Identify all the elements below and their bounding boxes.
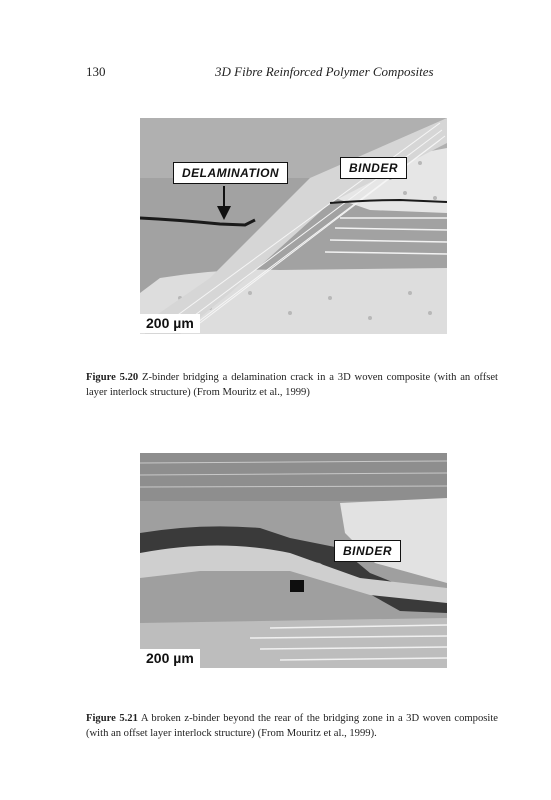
figure-number: Figure 5.21 [86,713,138,724]
micrograph-image [140,118,447,334]
micrograph-figure-5-20 [140,118,447,334]
page-number: 130 [86,64,106,79]
figure-caption [86,370,498,400]
micrograph-figure-5-21 [140,453,447,668]
delamination-label: DELAMINATION [173,162,288,184]
figure-number: Figure 5.20 [86,372,139,383]
binder-label: BINDER [340,157,407,179]
scale-bar-label: 200 µm [140,314,200,333]
caption-text: A broken z-binder beyond the rear of the bridging zone in a 3D woven composite (with an offset layer interlock structure) (From Mouritz et al., 1999). [86,713,498,739]
figure-caption [86,711,498,741]
scale-bar-label: 200 µm [140,649,200,668]
running-title: 3D Fibre Reinforced Polymer Composites [215,64,434,79]
caption-text: Z-binder bridging a delamination crack in a 3D woven composite (with an offset layer interlock structure) (From Mouritz et al., 1999) [86,372,498,398]
binder-label: BINDER [334,540,401,562]
